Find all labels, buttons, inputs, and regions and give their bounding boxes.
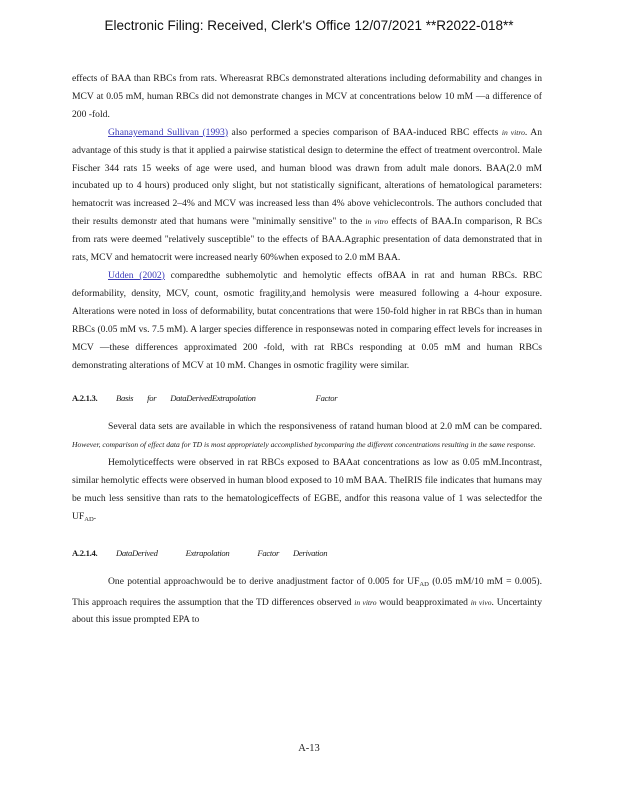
- heading-word: DataDerivedExtrapolation: [170, 393, 256, 404]
- p2-text-c: effects of BAA.In comparison, R BCs from rats were deemed "relatively susceptible" to the effects of BAA.Agraphic presentation of data demonstrated that in rats, MCV and hematocrit were increased nearly 60%when exposed to 2.0 mM BAA.: [72, 216, 543, 264]
- p6-text-d: . Uncertainty about this issue prompted EPA to: [72, 596, 543, 626]
- paragraph-4: [72, 418, 542, 454]
- heading-word: Basis: [116, 393, 134, 404]
- p5-text-b: .: [93, 510, 97, 522]
- p6-italic-in-vitro: in vitro: [354, 597, 377, 607]
- p2-text-a: also performed a species comparison of BAA-induced RBC effects: [228, 126, 502, 138]
- section-heading-a214: [72, 545, 542, 563]
- p4-italic: However, comparison of effect data for TD is most appropriately accomplished bycomparing the different concentrations resulting in the same response.: [72, 440, 536, 450]
- paragraph-5: [72, 454, 542, 529]
- p6-text-c: would beapproximated: [376, 596, 471, 608]
- citation-link-udden[interactable]: Udden (2002): [108, 269, 165, 281]
- paragraph-1: effects of BAA than RBCs from rats. Whereasrat RBCs demonstrated alterations including deformability and changes in MCV at 0.05 mM, human RBCs did not demonstrate changes in MCV at concentrations below 10 mM —a difference of 200 -fold.: [72, 73, 542, 120]
- paragraph-3: [72, 267, 542, 374]
- p3-text: comparedthe subhemolytic and hemolytic effects ofBAA in rat and human RBCs. RBC deformability, density, MCV, count, osmotic fragility,and hemolysis were measured following a 4-hour exposure. Alterations were noted in loss of deformability, butat concentrations that were 150-fold higher in rat RBCs than in human RBCs (0.05 mM vs. 7.5 mM). A larger species difference in responsewas noted in comparing effect levels for increases in MCV —these differences approximated 200 -fold, with rat RBCs responding at 0.05 mM and human RBCs demonstrating alterations of MCV at 10 mM. Changes in osmotic fragility were similar.: [72, 269, 542, 371]
- filing-header: Electronic Filing: Received, Clerk's Office 12/07/2021 **R2022-018**: [104, 18, 514, 33]
- uf-ad-subscript: AD: [84, 515, 94, 523]
- heading-word: Derivation: [293, 547, 328, 558]
- p6-text-b: (0.05 mM/10 mM = 0.005). This approach requires the assumption that the TD differences observed: [72, 575, 542, 608]
- p5-text-a: Hemolyticeffects were observed in rat RBCs exposed to BAAat concentrations as low as 0.05 mM.Incontrast, similar hemolytic effects were observed in human blood exposed to 10 mM BAA. TheIRIS file indicates that humans may be much less sensitive than rats to the hematologiceffects of EGBE, andfor this reasona value of 1 was selectedfor the UF: [72, 457, 542, 522]
- p2-italic-in-vitro-2: in vitro: [365, 217, 389, 227]
- p2-italic-in-vitro: in vitro: [501, 127, 525, 137]
- section-number: A.2.1.3.: [72, 393, 98, 404]
- paragraph-6: [72, 573, 542, 630]
- uf-ad-subscript: AD: [419, 580, 429, 588]
- heading-word: DataDerived: [116, 547, 158, 558]
- heading-word: for: [147, 393, 157, 404]
- heading-word: Factor: [257, 547, 280, 558]
- heading-word: Factor: [315, 393, 338, 404]
- section-heading-a213: [72, 390, 542, 408]
- document-body: [72, 70, 542, 629]
- p2-text-b: . An advantage of this study is that it applied a pairwise statistical design to determine the effect of treatment overcontrol. Male Fischer 344 rats 15 weeks of age were used, and human blood was drawn from adult male donors. BAA(2.0 mM incubated up to 4 hours) produced only slight, but not statistically significant, alterations of hematological parameters: hematocrit was increased 2–4% and MCV was increased less than 4% above vehiclecontrols. The authors concluded that their results demonstr ated that humans were "minimally sensitive" to the: [72, 126, 542, 228]
- p6-text-a: One potential approachwould be to derive anadjustment factor of 0.005 for UF: [108, 575, 420, 587]
- citation-link-ghanayem[interactable]: Ghanayemand Sullivan (1993): [108, 126, 229, 138]
- page-number: A-13: [298, 743, 320, 754]
- paragraph-2: [72, 124, 542, 267]
- heading-word: Extrapolation: [185, 547, 230, 558]
- p6-italic-in-vivo: in vivo: [470, 597, 492, 607]
- p4-text: Several data sets are available in which the responsiveness of ratand human blood at 2.0 mM can be compared.: [108, 421, 542, 433]
- section-number: A.2.1.4.: [72, 547, 98, 558]
